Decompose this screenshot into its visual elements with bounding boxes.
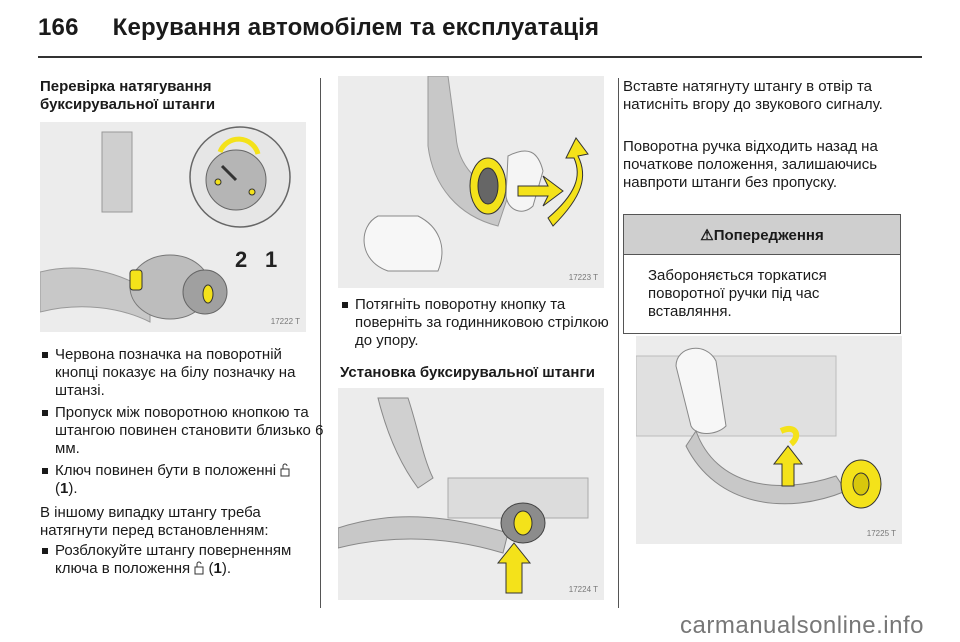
- figure-pull-rotate-knob: [338, 76, 604, 288]
- page-title: Керування автомобілем та експлуатація: [112, 14, 600, 41]
- warning-title: Попередження: [713, 227, 824, 244]
- warning-header: [624, 215, 900, 255]
- paragraph-insert: Вставте натягнуту штангу в отвір та натисніть вгору до звукового сигналу.: [623, 78, 883, 113]
- bullet-key-ref: 1: [60, 480, 69, 497]
- page-number: 166: [38, 14, 79, 41]
- figure-tow-bar-inserted: [636, 336, 902, 544]
- bullet-key-text: Ключ повинен бути в положенні: [55, 462, 277, 479]
- figure-tow-bar-tension: [40, 122, 306, 332]
- column-divider: [320, 78, 321, 608]
- figure-id: 17222 T: [270, 317, 300, 326]
- page-header: [38, 14, 599, 42]
- figure-insert-tow-bar: [338, 388, 604, 600]
- bullet-unlock: Розблокуйте штангу поверненням ключа в положення (1).: [40, 542, 305, 578]
- warning-icon: ⚠: [700, 227, 714, 244]
- bullet-unlock-text: Розблокуйте штангу поверненням ключа в положення: [55, 542, 292, 577]
- warning-text: Забороняється торкатися поворотної ручки під час вставляння.: [648, 267, 827, 320]
- watermark: carmanualsonline.info: [680, 612, 924, 639]
- figure-label-2: 2: [235, 247, 248, 272]
- figure-id: 17223 T: [568, 273, 598, 282]
- warning-box: [623, 214, 901, 334]
- bullet-unlock-ref: 1: [213, 560, 222, 577]
- figure-label-1: 1: [265, 247, 278, 272]
- section-heading-check-tension: Перевірка натягування буксирувальної штанги: [40, 78, 216, 113]
- paragraph-otherwise: В іншому випадку штангу треба натягнути перед встановленням:: [40, 504, 269, 539]
- figure-id: 17224 T: [568, 585, 598, 594]
- unlock-icon: [194, 561, 204, 575]
- header-rule: [38, 56, 922, 58]
- unlock-icon: [280, 463, 290, 477]
- bullet-pull-knob: Потягніть поворотну кнопку та поверніть за годинниковою стрілкою до упору.: [340, 296, 617, 350]
- figure-id: 17225 T: [866, 529, 896, 538]
- section-heading-install: Установка буксирувальної штанги: [340, 364, 595, 381]
- bullet-gap: Пропуск між поворотною кнопкою та штангою повинен становити близько 6 мм.: [40, 404, 325, 458]
- paragraph-knob-returns: Поворотна ручка відходить назад на початкове положення, залишаючись навпроти штанги без пропуску.: [623, 138, 878, 191]
- bullet-key-position: Ключ повинен бути в положенні (1).: [40, 462, 305, 498]
- column-divider: [618, 78, 619, 608]
- bullet-red-mark: Червона позначка на поворотній кнопці показує на білу позначку на штанзі.: [40, 346, 317, 400]
